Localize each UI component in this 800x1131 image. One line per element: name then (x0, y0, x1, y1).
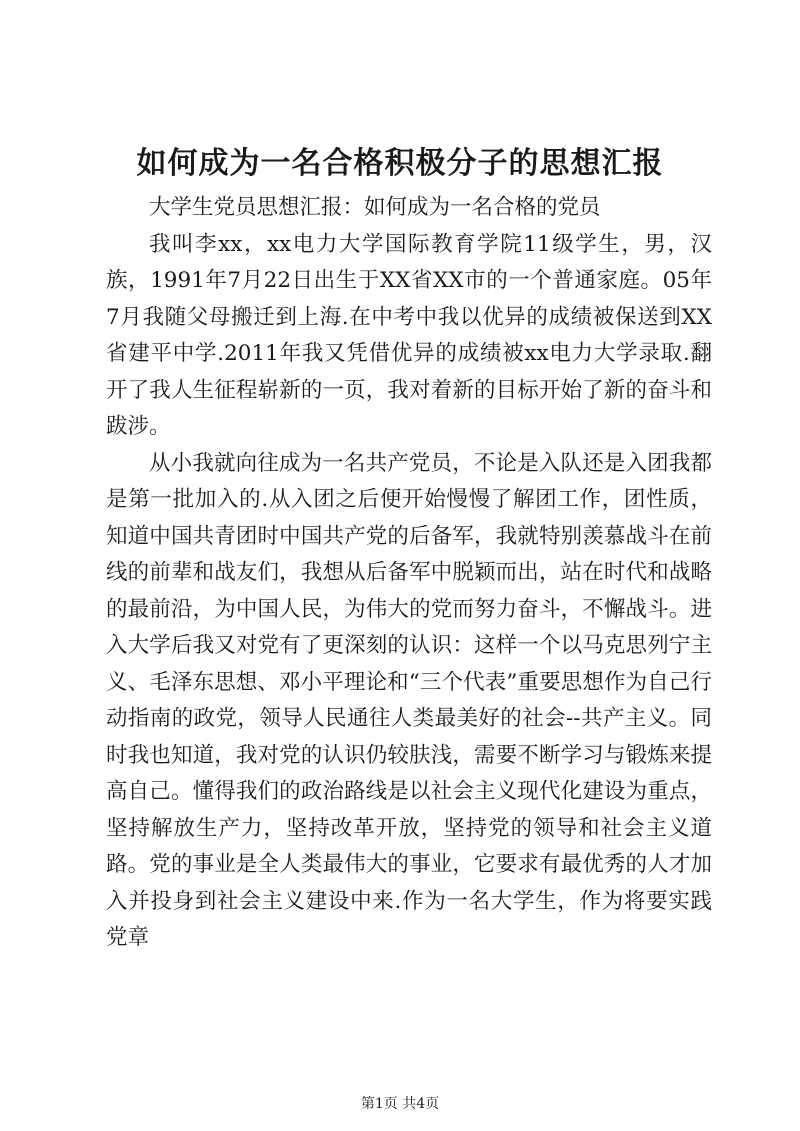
body-paragraph: 从小我就向往成为一名共产党员，不论是入队还是入团我都是第一批加入的.从入团之后便开始慢慢了解团工作，团性质，知道中国共青团时中国共产党的后备军，我就特别羡慕战斗在前线的前辈和战友们，我想从后备军中脱颖而出，站在时代和战略的最前沿，为中国人民，为伟大的党而努力奋斗，不懈战斗。进入大学后我又对党有了更深刻的认识：这样一个以马克思列宁主义、毛泽东思想、邓小平理论和“三个代表”重要思想作为自己行动指南的政党，领导人民通往人类最美好的社会--共产主义。同时我也知道，我对党的认识仍较肤浅，需要不断学习与锻炼来提高自己。懂得我们的政治路线是以社会主义现代化建设为重点，坚持解放生产力，坚持改革开放，坚持党的领导和社会主义道路。党的事业是全人类最伟大的事业，它要求有最优秀的人才加入并投身到社会主义建设中来.作为一名大学生，作为将要实践党章 (106, 450, 712, 950)
subtitle-paragraph: 大学生党员思想汇报：如何成为一名合格的党员 (149, 195, 601, 220)
body-paragraph: 我叫李xx，xx电力大学国际教育学院11级学生，男，汉族，1991年7月22日出生于XX省XX市的一个普通家庭。05年7月我随父母搬迁到上海.在中考中我以优异的成绩被保送到XX省建平中学.2011年我又凭借优异的成绩被xx电力大学录取.翻开了我人生征程崭新的一页，我对着新的目标开始了新的奋斗和跋涉。 (106, 231, 712, 439)
document-title: 如何成为一名合格积极分子的思想汇报 (136, 146, 664, 181)
page-footer: 第1页 共4页 (360, 1096, 440, 1112)
document-body (106, 190, 712, 957)
